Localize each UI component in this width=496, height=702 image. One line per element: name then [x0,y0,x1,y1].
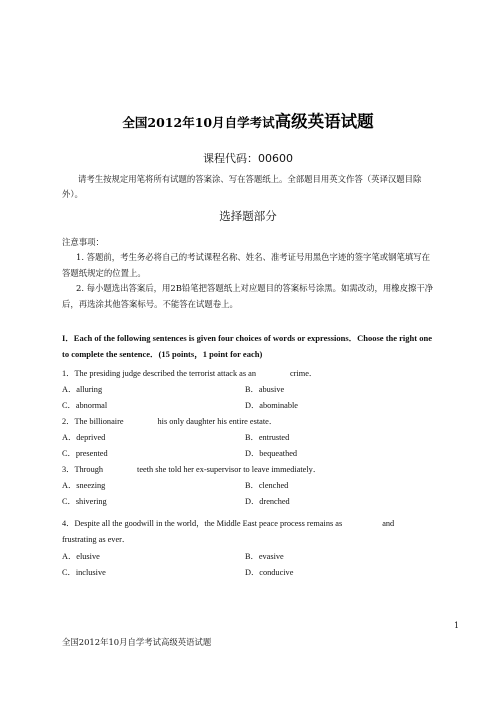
question-stem-start: 1．The presiding judge described the terrorist attack as an [62,369,256,378]
page-footer: 全国2012年10月自学考试高级英语试题 [62,637,212,647]
q3-option-c: C．shivering [62,497,107,506]
section-title: 选择题部分 [219,209,277,223]
course-code: 课程代码：00600 [203,152,293,165]
exam-title [0,108,496,132]
question-stem-start: 4．Despite all the goodwill in the world，the Middle East peace process remains as [62,519,343,528]
note-item-2: 2. 每小题选出答案后，用2B铅笔把答题纸上对应题目的答案标号涂黑。如需改动，用橡皮擦干净后，再选涂其他答案标号。不能答在试题卷上。 [62,283,434,309]
question-stem-end: and [382,519,395,528]
q4-option-b: B．evasive [245,552,284,561]
question-3 [62,463,321,475]
exam-instruction: 请考生按规定用笔将所有试题的答案涂、写在答题纸上。全部题目用英文作答（英译汉题目除外）。 [62,174,422,199]
question-4-line2: frustrating as ever． [62,535,131,544]
page-number: 1 [454,621,460,630]
question-stem-end: teeth she told her ex-supervisor to leave immediately． [137,465,322,474]
q1-option-d: D．abominable [245,401,298,410]
q2-option-a: A．deprived [62,433,106,442]
question-stem-end: crime． [290,369,318,378]
question-stem-start: 2．The billionaire [62,417,124,426]
q2-option-c: C．presented [62,449,108,458]
question-4 [62,517,436,529]
q4-option-c: C．inclusive [62,568,106,577]
q1-option-a: A．alluring [62,385,103,394]
question-stem-start: 3．Through [62,465,104,474]
q4-option-d: D．conducive [245,568,294,577]
q4-option-a: A．elusive [62,552,100,561]
notes-heading: 注意事项： [62,237,104,247]
q2-option-d: D．bequeathed [245,449,298,458]
question-stem-end: his only daughter his entire estate． [157,417,278,426]
q3-option-d: D．drenched [245,497,290,506]
note-item-1: 1. 答题前，考生务必将自己的考试课程名称、姓名、准考证号用黑色字迹的签字笔或钢笔填写在答题纸规定的位置上。 [62,252,431,278]
title-prefix: 全国2012年10月自学考试 [122,115,275,130]
q1-option-b: B．abusive [245,385,285,394]
title-main: 高级英语试题 [274,112,374,131]
q3-option-a: A．sneezing [62,481,106,490]
part1-heading: I．Each of the following sentences is given four choices of words or expressions．Choose the right one to complete the sentence．(15 points，1 point for each) [62,333,432,359]
q2-option-b: B．entrusted [245,433,290,442]
q3-option-b: B．clenched [245,481,289,490]
question-2 [62,415,277,427]
question-1 [62,367,317,379]
q1-option-c: C．abnormal [62,401,108,410]
